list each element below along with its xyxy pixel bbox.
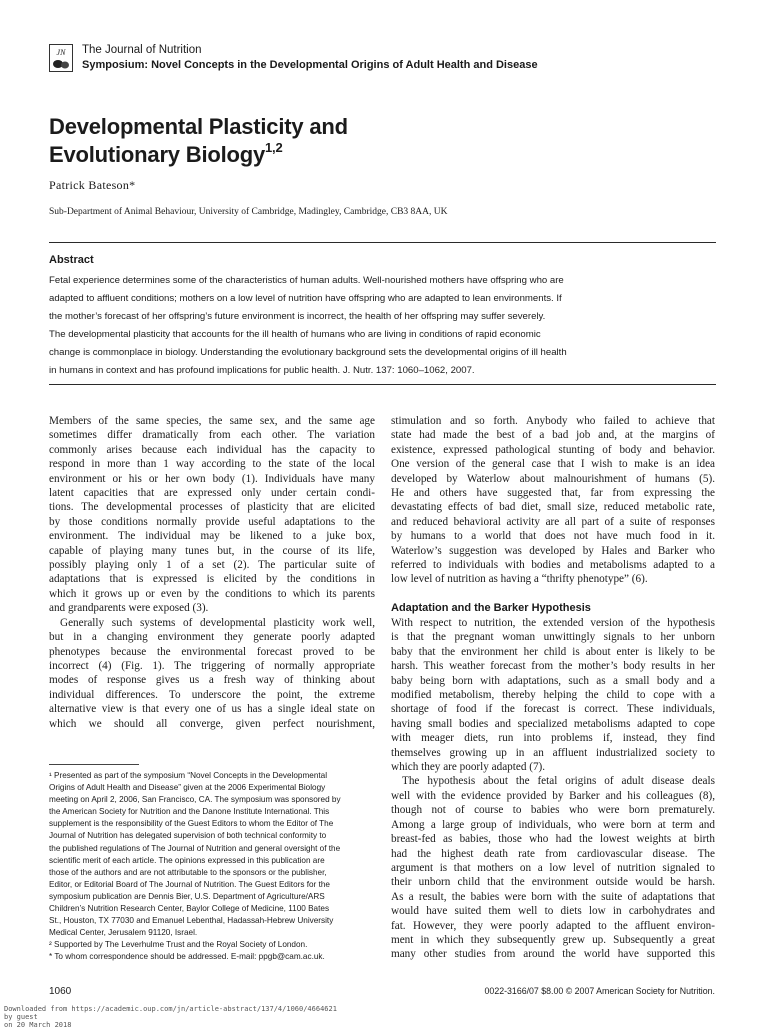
body-line: and grandparents were exposed (3). bbox=[49, 602, 209, 615]
download-line: by guest bbox=[4, 1013, 38, 1021]
body-line: The hypothesis about the fetal origins of adult disease deals bbox=[402, 775, 715, 788]
abstract-line: in humans in context and has profound implications for public health. J. Nutr. 137: 1060–1062, 2007. bbox=[49, 365, 475, 376]
journal-logo-icon bbox=[49, 44, 73, 72]
body-line: commonly arises because each individual has the capacity to bbox=[49, 443, 375, 456]
footnote-line: Origins of Adult Health and Disease” given at the 2006 Experimental Biology bbox=[49, 783, 326, 793]
body-line: environment or his or her own body (1). Individuals have many bbox=[49, 472, 375, 485]
abstract-line: the mother’s forecast of her offspring’s future environment is incorrect, the health of her offspring may suffer severely. bbox=[49, 311, 546, 322]
download-line: on 20 March 2018 bbox=[4, 1021, 72, 1029]
download-notice bbox=[4, 1005, 337, 1029]
body-line: many other studies from around the world have supported this bbox=[391, 948, 715, 961]
footnote-line: ² Supported by The Leverhulme Trust and the Royal Society of London. bbox=[49, 940, 308, 950]
symposium-title: Symposium: Novel Concepts in the Developmental Origins of Adult Health and Disease bbox=[82, 59, 538, 71]
footnote-line: * To whom correspondence should be addressed. E-mail: ppgb@cam.ac.uk. bbox=[49, 952, 325, 962]
footnote-line: St., Houston, TX 77030 and Emanuel Lebenthal, Hadassah-Hebrew University bbox=[49, 916, 334, 926]
body-line: capable of playing many tunes but, in the course of its life, bbox=[49, 544, 375, 557]
body-line: by humans to a world that does not have much food in it. bbox=[391, 530, 715, 543]
body-line: devastating effects of bad diet, small size, reduced metabolic rate, bbox=[391, 501, 715, 514]
body-line: sometimes differ dramatically from each other. The variation bbox=[49, 429, 375, 442]
body-line: by those conditions normally provide useful adaptations to the bbox=[49, 515, 375, 528]
body-line: alternative view is that every one of us has a single ideal state on bbox=[49, 703, 375, 716]
body-line: with meager diets, run into problems if, instead, they find bbox=[391, 732, 715, 745]
footnote-line: supplement is the responsibility of the Guest Editors to whom the Editor of The bbox=[49, 819, 334, 829]
body-line: having small bodies and specialized metabolisms adapted to cope bbox=[391, 717, 715, 730]
body-line: adaptations that is expressed is elicited by the conditions in bbox=[49, 573, 375, 586]
abstract-top-rule bbox=[49, 242, 716, 243]
footnote-line: Editor, or Editorial Board of The Journal of Nutrition. The Guest Editors for the bbox=[49, 879, 330, 889]
body-line: individual differences. To underscore the point, the extreme bbox=[49, 688, 375, 701]
body-right-column-bottom bbox=[391, 616, 715, 962]
body-line: low level of nutrition as having a “thrifty phenotype” (6). bbox=[391, 573, 648, 586]
body-line: but in a changing environment they generate poorly adapted bbox=[49, 631, 375, 644]
body-line: stimulation and so forth. Anybody who failed to achieve that bbox=[391, 415, 715, 427]
footnote-line: meeting on April 2, 2006, San Francisco, CA. The symposium was sponsored by bbox=[49, 795, 341, 805]
body-line: developed by Waterlow about malnourishment of humans (5). bbox=[391, 472, 715, 485]
abstract-heading: Abstract bbox=[49, 254, 94, 266]
abstract-line: adapted to affluent conditions; mothers on a low level of nutrition have offspring who are adapted to lean environments. If bbox=[49, 293, 562, 304]
body-line: Among a large group of individuals, who were born at term and bbox=[391, 818, 715, 831]
body-line: state had made the best of a bad job and, at the margins of bbox=[391, 429, 715, 442]
body-line: is that the pregnant woman unwittingly signals to her unborn bbox=[391, 631, 715, 644]
body-line: fat. However, they were poorly adapted to the affluent environ- bbox=[391, 919, 715, 932]
body-line: He and others have suggested that, far from expressing the bbox=[391, 487, 715, 500]
body-line: One version of the general case that I wish to make is an idea bbox=[391, 458, 715, 471]
footnote-line: Medical Center, Jerusalem 91120, Israel. bbox=[49, 928, 198, 938]
body-line: their unborn child that the environment outside would be harsh. bbox=[391, 876, 715, 889]
download-line[interactable]: Downloaded from https://academic.oup.com/jn/article-abstract/137/4/1060/4664621 bbox=[4, 1005, 337, 1013]
body-line: Members of the same species, the same sex, and the same age bbox=[49, 415, 375, 427]
body-line: existence, expressed pathological stunting of body and behavior. bbox=[391, 443, 715, 456]
abstract-text bbox=[49, 272, 716, 380]
page-number: 1060 bbox=[49, 986, 72, 997]
abstract-line: The developmental plasticity that accounts for the ill health of humans who are living in conditions of rapid economic bbox=[49, 329, 541, 340]
body-line: respond in more than 1 way according to the state of the local bbox=[49, 458, 375, 471]
body-line: phenotypes because the environmental forecast proved to be bbox=[49, 645, 375, 658]
body-line: baby being born with adaptations, such as a small body and a bbox=[391, 674, 715, 687]
body-line: baby that the environment her child is about enter is likely to be bbox=[391, 645, 715, 658]
body-left-column bbox=[49, 414, 375, 731]
footnote-line: ¹ Presented as part of the symposium “Novel Concepts in the Developmental bbox=[49, 771, 328, 780]
body-line: latent capacities that are expressed only under certain condi- bbox=[49, 487, 375, 500]
title-footnote-marks: 1,2 bbox=[265, 140, 283, 155]
body-right-column-top bbox=[391, 414, 715, 587]
abstract-line: change is commonplace in biology. Understanding the evolutionary background sets the developmental origins of ill health bbox=[49, 347, 567, 358]
body-line: ment in which they subsequently grew up. Subsequently a great bbox=[391, 933, 715, 946]
footnote-line: Children’s Nutrition Research Center, Baylor College of Medicine, 1100 Bates bbox=[49, 904, 330, 914]
logo-text: JN bbox=[56, 48, 66, 57]
body-line: which we should all converge, given perfect nourishment, bbox=[49, 717, 375, 730]
footnote-line: scientific merit of each article. The opinions expressed in this publication are bbox=[49, 855, 325, 865]
body-line: environment. The individual may be likened to a juke box, bbox=[49, 530, 375, 543]
body-line: modified metabolism, thereby helping the child to cope with a bbox=[391, 689, 715, 702]
title-line-2 bbox=[49, 141, 348, 169]
abstract-line: Fetal experience determines some of the characteristics of human adults. Well-nourished mothers have offspring who are bbox=[49, 275, 564, 286]
body-line: As a result, the babies were born with the suite of adaptations that bbox=[391, 890, 715, 903]
body-line: would have suited them well to diets low in carbohydrates and bbox=[391, 905, 715, 918]
body-line: modes of response gives us a fresh way of thinking about bbox=[49, 674, 375, 687]
body-line: well with the evidence provided by Barker and his colleagues (8), bbox=[391, 789, 715, 802]
body-line: had the highest death rate from cardiovascular disease. The bbox=[391, 847, 715, 860]
body-line: breast-fed as babies, those who had the lowest weights at birth bbox=[391, 833, 715, 846]
body-line: which they are poorly adapted (7). bbox=[391, 761, 546, 774]
article-title bbox=[49, 113, 348, 169]
footnote-line: those of the authors and are not attributable to the sponsors or the publisher, bbox=[49, 867, 327, 877]
title-line-1: Developmental Plasticity and bbox=[49, 114, 348, 139]
body-line: shortage of food if the forecast is correct. These individuals, bbox=[391, 703, 715, 716]
body-line: tions. The developmental processes of plasticity that are elicited bbox=[49, 501, 375, 514]
footnotes bbox=[49, 770, 375, 964]
section-heading: Adaptation and the Barker Hypothesis bbox=[391, 602, 591, 614]
footnote-line: the American Society for Nutrition and the Danone Institute International. This bbox=[49, 807, 330, 817]
body-line: argument is that mothers on a low level of nutrition signaled to bbox=[391, 861, 715, 874]
copyright-line: 0022-3166/07 $8.00 © 2007 American Society for Nutrition. bbox=[484, 986, 715, 996]
body-line: which it grows up or even by the conditions to which its parents bbox=[49, 587, 375, 600]
body-line: With respect to nutrition, the extended version of the hypothesis bbox=[391, 617, 715, 629]
body-line: harsh. This weather forecast from the mother’s body results in her bbox=[391, 660, 715, 673]
body-line: Waterlow’s suggestion was developed by Hales and Barker who bbox=[391, 544, 715, 557]
footnote-line: Journal of Nutrition has delegated supervision of both technical conformity to bbox=[49, 831, 327, 841]
body-line: themselves growing up in an affluent industrialized society to bbox=[391, 746, 715, 759]
body-line: though not of course to babies who were born prematurely. bbox=[391, 804, 715, 817]
body-line: possibly playing only 1 of a set (2). The particular suite of bbox=[49, 559, 375, 572]
abstract-bottom-rule bbox=[49, 384, 716, 385]
body-line: and reduced behavioral activity are all part of a suite of responses bbox=[391, 515, 715, 528]
body-line: Generally such systems of developmental plasticity work well, bbox=[60, 616, 375, 629]
footnote-rule bbox=[49, 764, 139, 765]
body-line: referred to individuals with bodies and metabolisms adapted to a bbox=[391, 559, 715, 572]
footnote-line: the published regulations of The Journal of Nutrition and general oversight of the bbox=[49, 843, 341, 853]
title-line-2-text: Evolutionary Biology bbox=[49, 142, 266, 167]
footnote-line: symposium publication are Dennis Bier, U.S. Department of Agriculture/ARS bbox=[49, 891, 325, 901]
author-name: Patrick Bateson* bbox=[49, 178, 136, 192]
body-line: incorrect (4) (Fig. 1). The triggering of normally appropriate bbox=[49, 659, 375, 672]
author-affiliation: Sub-Department of Animal Behaviour, University of Cambridge, Madingley, Cambridge, CB3 8AA, UK bbox=[49, 207, 448, 217]
journal-name: The Journal of Nutrition bbox=[82, 44, 202, 56]
